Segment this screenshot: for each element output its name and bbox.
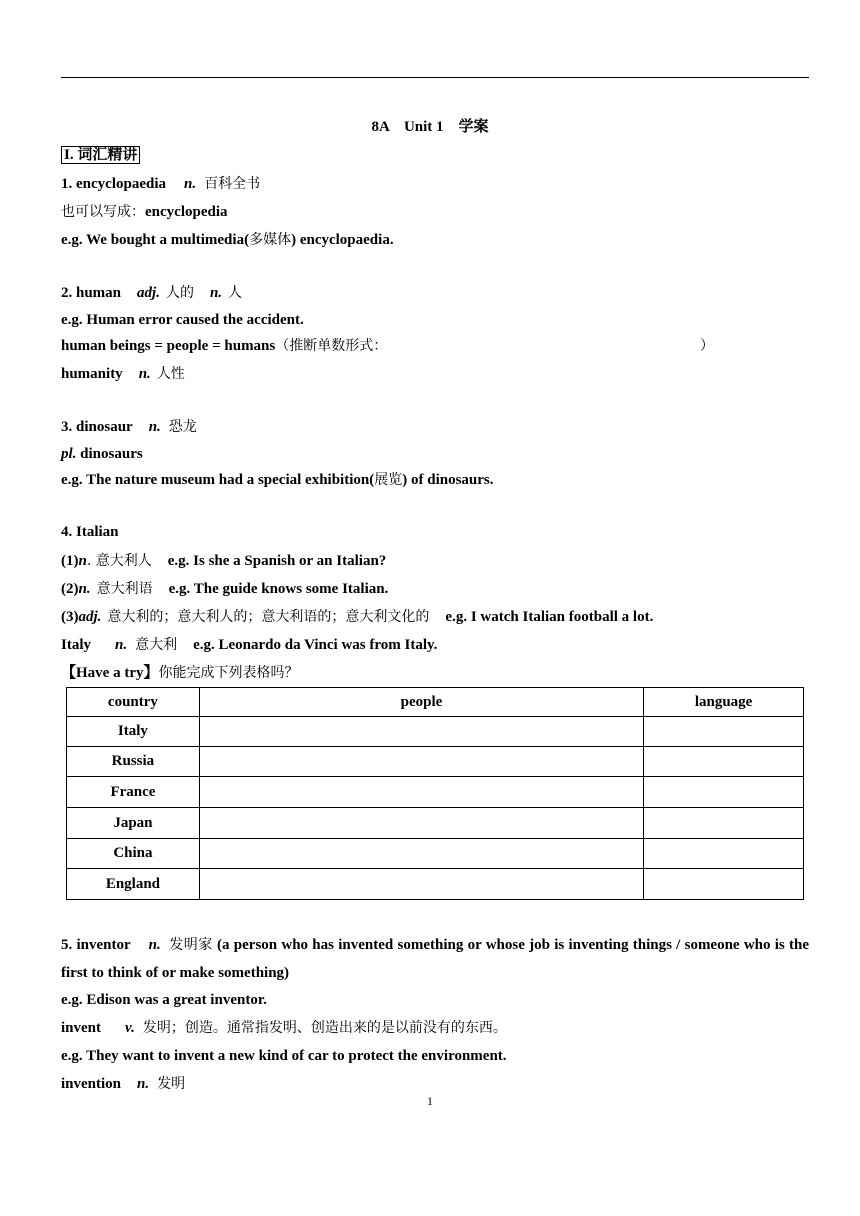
language-blank-cell[interactable] bbox=[644, 747, 804, 777]
entry-1-headword: 1. encyclopaedia n. 百科全书 bbox=[61, 176, 261, 192]
entry-4-headword: 4. Italian bbox=[61, 524, 119, 540]
people-blank-cell[interactable] bbox=[199, 777, 643, 808]
language-blank-cell[interactable] bbox=[644, 869, 804, 900]
table-row bbox=[67, 808, 804, 839]
table-row bbox=[67, 717, 804, 747]
entry-1-example: e.g. We bought a multimedia(多媒体) encyclopaedia. bbox=[61, 232, 394, 248]
language-blank-cell[interactable] bbox=[644, 777, 804, 808]
entry-5-definition: 5. inventor n. 发明家 (a person who has invented something or whose job is inventing things / someone who is the first to think of or make something) bbox=[61, 937, 810, 981]
entry-2-headword: 2. human adj. 人的 n. 人 bbox=[61, 285, 243, 301]
nationality-table bbox=[66, 687, 804, 900]
entry-3-example: e.g. The nature museum had a special exhibition(展览) of dinosaurs. bbox=[61, 472, 494, 488]
language-blank-cell[interactable] bbox=[644, 717, 804, 747]
people-blank-cell[interactable] bbox=[199, 808, 643, 839]
entry-3-headword: 3. dinosaur n. 恐龙 bbox=[61, 419, 197, 435]
entry-4-sense-1: (1)n. 意大利人 e.g. Is she a Spanish or an Italian? bbox=[61, 553, 387, 569]
people-blank-cell[interactable] bbox=[199, 869, 643, 900]
header-people: people bbox=[199, 688, 643, 717]
table-row bbox=[67, 869, 804, 900]
header-rule bbox=[61, 77, 809, 78]
page-title: 8A Unit 1 学案 bbox=[371, 119, 489, 135]
entry-3-plural: pl. dinosaurs bbox=[61, 446, 143, 462]
country-cell: France bbox=[67, 777, 200, 808]
entry-5-verb: invent v. 发明；创造。通常指发明、创造出来的是以前没有的东西。 bbox=[61, 1020, 507, 1036]
country-cell: Russia bbox=[67, 747, 200, 777]
entry-2-equivalents: human beings = people = humans（推断单数形式： bbox=[61, 338, 388, 354]
entry-4-sense-2: (2)n. 意大利语 e.g. The guide knows some Italian. bbox=[61, 581, 389, 597]
language-blank-cell[interactable] bbox=[644, 808, 804, 839]
entry-4-sense-3: (3)adj. 意大利的；意大利人的；意大利语的；意大利文化的 e.g. I watch Italian football a lot. bbox=[61, 609, 654, 625]
header-language: language bbox=[644, 688, 804, 717]
entry-5-example: e.g. Edison was a great inventor. bbox=[61, 992, 267, 1008]
page-number: 1 bbox=[427, 1094, 433, 1108]
section-heading bbox=[61, 145, 140, 165]
table-row bbox=[67, 839, 804, 869]
country-cell: Japan bbox=[67, 808, 200, 839]
entry-5-verb-example: e.g. They want to invent a new kind of car to protect the environment. bbox=[61, 1048, 507, 1064]
table-row bbox=[67, 747, 804, 777]
country-cell: China bbox=[67, 839, 200, 869]
entry-5-noun: invention n. 发明 bbox=[61, 1076, 186, 1092]
people-blank-cell[interactable] bbox=[199, 717, 643, 747]
people-blank-cell[interactable] bbox=[199, 839, 643, 869]
people-blank-cell[interactable] bbox=[199, 747, 643, 777]
table-header-row bbox=[67, 688, 804, 717]
entry-1-alt: 也可以写成：encyclopedia bbox=[61, 204, 228, 220]
entry-2-example: e.g. Human error caused the accident. bbox=[61, 312, 304, 328]
table-row bbox=[67, 777, 804, 808]
country-cell: Italy bbox=[67, 717, 200, 747]
country-cell: England bbox=[67, 869, 200, 900]
entry-4-italy: Italy n. 意大利 e.g. Leonardo da Vinci was from Italy. bbox=[61, 637, 438, 653]
language-blank-cell[interactable] bbox=[644, 839, 804, 869]
section-label: I. 词汇精讲 bbox=[61, 146, 140, 164]
header-country: country bbox=[67, 688, 200, 717]
entry-2-derived: humanity n. 人性 bbox=[61, 366, 185, 382]
have-a-try-prompt: 【Have a try】你能完成下列表格吗？ bbox=[61, 665, 299, 681]
blank-close-paren: ） bbox=[700, 338, 714, 354]
